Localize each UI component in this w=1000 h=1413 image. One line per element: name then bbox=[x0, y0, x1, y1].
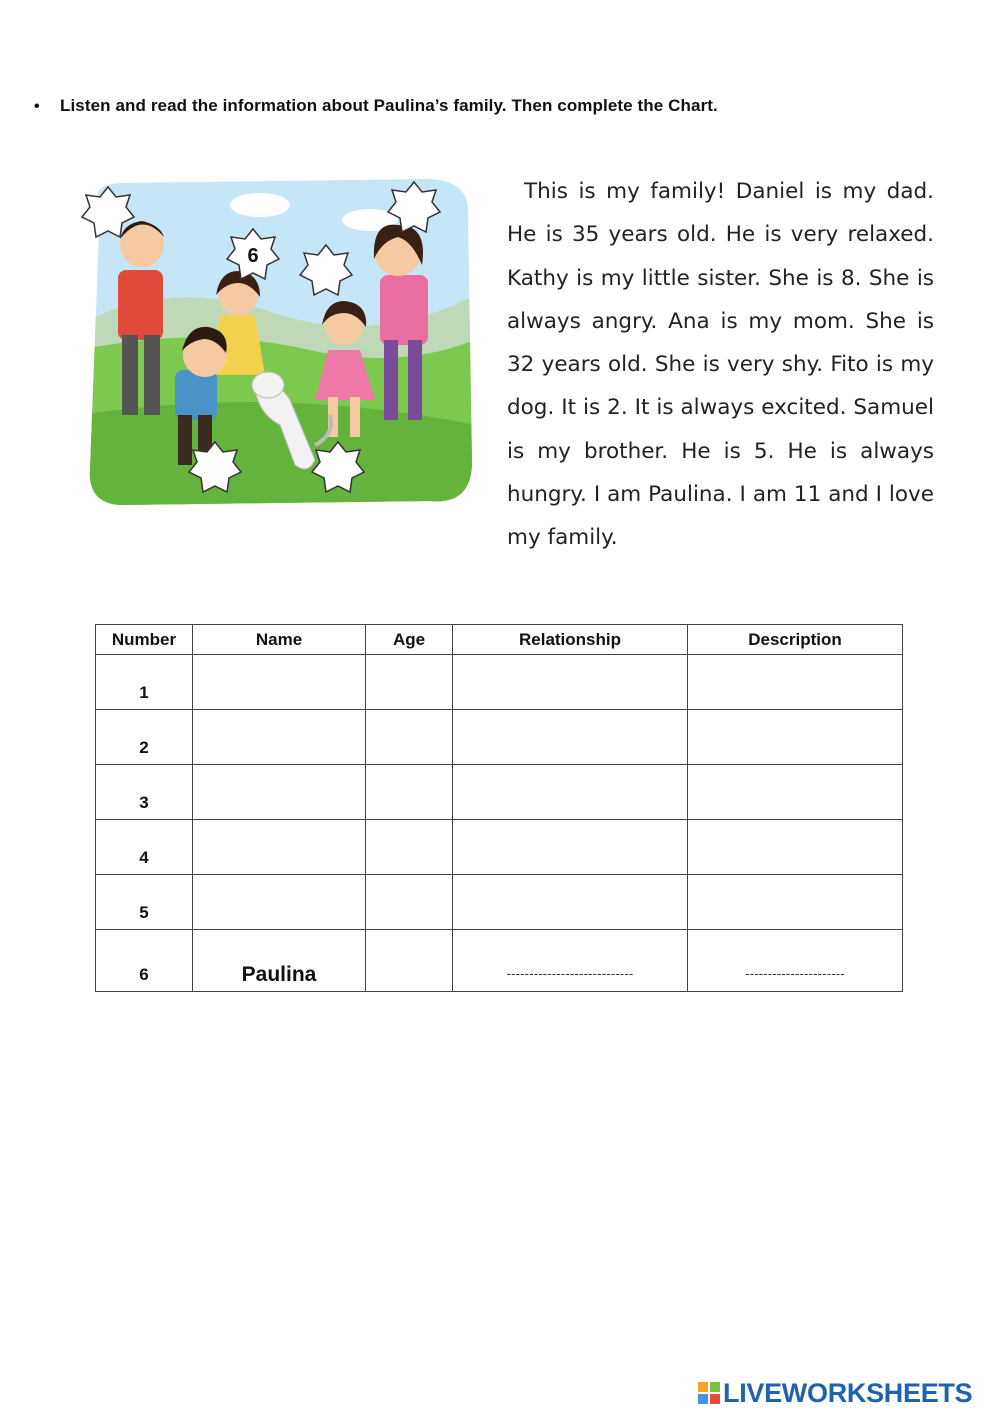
bullet: • bbox=[34, 98, 40, 115]
header-relationship: Relationship bbox=[453, 625, 688, 655]
age-input-cell[interactable] bbox=[366, 820, 453, 875]
table-row bbox=[96, 765, 903, 820]
relationship-dash-cell: ---------------------------- bbox=[453, 930, 688, 992]
header-name: Name bbox=[193, 625, 366, 655]
age-input-cell[interactable] bbox=[366, 875, 453, 930]
name-input-cell[interactable] bbox=[193, 875, 366, 930]
name-cell-paulina: Paulina bbox=[193, 930, 366, 992]
description-dash-cell: ---------------------- bbox=[688, 930, 903, 992]
table-row bbox=[96, 655, 903, 710]
name-input-cell[interactable] bbox=[193, 765, 366, 820]
age-input-cell[interactable] bbox=[366, 655, 453, 710]
relationship-input-cell[interactable] bbox=[453, 875, 688, 930]
relationship-input-cell[interactable] bbox=[453, 710, 688, 765]
description-input-cell[interactable] bbox=[688, 655, 903, 710]
description-input-cell[interactable] bbox=[688, 765, 903, 820]
relationship-input-cell[interactable] bbox=[453, 765, 688, 820]
family-chart-table bbox=[95, 624, 903, 992]
number-cell: 5 bbox=[96, 875, 193, 930]
name-input-cell[interactable] bbox=[193, 655, 366, 710]
table-row bbox=[96, 930, 903, 992]
age-input-cell[interactable] bbox=[366, 765, 453, 820]
relationship-input-cell[interactable] bbox=[453, 820, 688, 875]
description-input-cell[interactable] bbox=[688, 820, 903, 875]
story-paragraph: This is my family! Daniel is my dad. He is 35 years old. He is very relaxed. Kathy is my little sister. She is 8. She is always angry. Ana is my mom. She is 32 years old. She is very shy. Fito is my dog. It is 2. It is always excited. Samuel is my brother. He is 5. He is always hungry. I am Paulina. I am 11 and I love my family. bbox=[507, 179, 934, 551]
header-age: Age bbox=[366, 625, 453, 655]
logo-icon bbox=[697, 1381, 721, 1405]
number-cell: 4 bbox=[96, 820, 193, 875]
description-input-cell[interactable] bbox=[688, 875, 903, 930]
table-row bbox=[96, 820, 903, 875]
number-cell: 1 bbox=[96, 655, 193, 710]
number-cell: 3 bbox=[96, 765, 193, 820]
relationship-input-cell[interactable] bbox=[453, 655, 688, 710]
family-illustration bbox=[80, 175, 475, 510]
instruction-label: Listen and read the information about Paulina’s family. Then complete the Chart. bbox=[60, 96, 718, 115]
number-cell: 2 bbox=[96, 710, 193, 765]
instruction-text bbox=[34, 96, 934, 116]
table-row bbox=[96, 875, 903, 930]
badge-number: 6 bbox=[247, 245, 259, 267]
table-header-row bbox=[96, 625, 903, 655]
header-description: Description bbox=[688, 625, 903, 655]
header-number: Number bbox=[96, 625, 193, 655]
table-row bbox=[96, 710, 903, 765]
number-cell: 6 bbox=[96, 930, 193, 992]
name-input-cell[interactable] bbox=[193, 820, 366, 875]
age-input-cell[interactable] bbox=[366, 710, 453, 765]
name-input-cell[interactable] bbox=[193, 710, 366, 765]
age-input-cell[interactable] bbox=[366, 930, 453, 992]
logo-text: LIVEWORKSHEETS bbox=[723, 1377, 973, 1408]
description-input-cell[interactable] bbox=[688, 710, 903, 765]
liveworksheets-logo bbox=[697, 1377, 972, 1409]
